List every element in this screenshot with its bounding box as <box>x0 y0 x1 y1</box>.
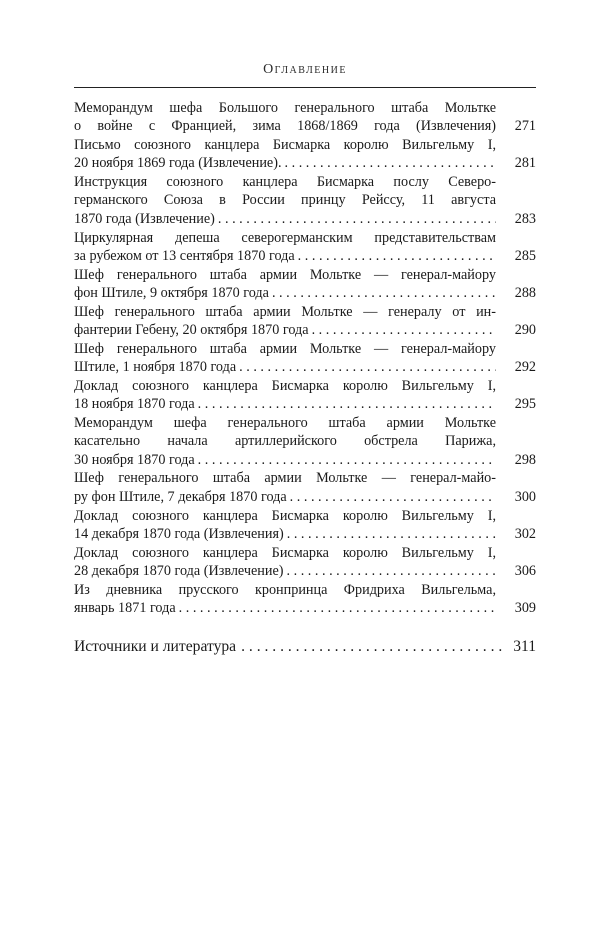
header-rule <box>74 87 536 88</box>
toc-entry <box>74 340 536 377</box>
toc-entry <box>74 229 536 266</box>
toc-page-number: 285 <box>514 247 536 264</box>
toc-entry-last-line <box>74 154 536 172</box>
toc-page-number: 290 <box>514 322 536 339</box>
toc-entry-last-line <box>74 284 536 302</box>
toc-entry-title: Источники и литература <box>74 638 237 655</box>
toc-entry-title-line: Меморандум шефа Большого генерального штаба Мольтке <box>74 100 496 116</box>
toc-entry-last-line <box>74 525 536 543</box>
toc-entry <box>74 136 536 173</box>
toc-entry-title-line: Шеф генерального штаба армии Мольтке — генералу от ин- <box>74 303 496 320</box>
toc-entry-title-line: 20 ноября 1869 года (Извлечение). <box>74 155 282 172</box>
toc-entry-title-line: Шеф генерального штаба армии Мольтке — генерал-майо- <box>74 470 496 487</box>
toc-entry-last-line <box>74 117 536 135</box>
toc-entry-title-line: 28 декабря 1870 года (Извлечение) <box>74 562 284 579</box>
toc-entry-title-line: 14 декабря 1870 года (Извлечения) <box>74 525 284 542</box>
toc-entry-title-line: Доклад союзного канцлера Бисмарка королю Вильгельму I, <box>74 544 496 561</box>
dot-leader <box>195 451 496 469</box>
toc-page-number: 281 <box>514 155 536 172</box>
toc-entry-title-line: Письмо союзного канцлера Бисмарка королю Вильгельму I, <box>74 137 496 154</box>
toc-entry-title-line: Циркулярная депеша северогерманским представительствам <box>74 229 496 246</box>
toc-page-number: 292 <box>514 359 536 376</box>
dot-leader <box>215 210 496 228</box>
toc-entry-title-line: Доклад союзного канцлера Бисмарка королю Вильгельму I, <box>74 507 496 524</box>
toc-entry-last-line <box>74 247 536 265</box>
toc-entry-last-line <box>74 321 536 339</box>
dot-leader <box>295 247 496 265</box>
toc-entry-title-line: за рубежом от 13 сентября 1870 года <box>74 247 295 264</box>
toc-page-number: 311 <box>513 638 536 655</box>
dot-leader <box>287 488 496 506</box>
toc-entry-title-line: касательно начала артиллерийского обстрела Парижа, <box>74 433 496 450</box>
toc-entry <box>74 581 536 618</box>
toc-entry-last-line <box>74 599 536 617</box>
toc-entry-title-line: фантерии Гебену, 20 октября 1870 года <box>74 322 309 339</box>
toc-entry-title-line: Штиле, 1 ноября 1870 года <box>74 359 237 376</box>
toc-entry-title-line: Инструкция союзного канцлера Бисмарка послу Северо- <box>74 174 496 191</box>
toc-entry <box>74 99 536 136</box>
dot-leader <box>236 637 502 657</box>
dot-leader <box>236 358 496 376</box>
toc-entry-title-line: 1870 года (Извлечение) <box>74 210 215 227</box>
toc-entry-title-line: 30 ноября 1870 года <box>74 451 195 468</box>
toc-entry-title-line: 18 ноября 1870 года <box>74 396 195 413</box>
toc-entry-title-line: Шеф генерального штаба армии Мольтке — генерал-майору <box>74 340 496 357</box>
toc-entry-title-line: германского Союза в России принцу Рейссу, 11 августа <box>74 192 496 209</box>
dot-leader <box>269 284 496 302</box>
running-header: Оглавление <box>263 62 347 77</box>
toc-entry-title-line: Из дневника прусского кронпринца Фридриха Вильгельма, <box>74 581 496 598</box>
toc-entry <box>74 507 536 544</box>
dot-leader <box>284 562 497 580</box>
toc-entry <box>74 544 536 581</box>
toc-entry <box>74 173 536 228</box>
toc-entry-sources <box>74 637 536 657</box>
toc-entry-title-line: Доклад союзного канцлера Бисмарка королю Вильгельму I, <box>74 377 496 394</box>
toc-page-number: 298 <box>514 451 536 468</box>
toc-entry <box>74 377 536 414</box>
toc-page-number: 309 <box>514 600 536 617</box>
toc-page-number: 302 <box>514 525 536 542</box>
toc-entry <box>74 414 536 469</box>
toc-page-number: 288 <box>514 284 536 301</box>
toc-page-number: 271 <box>514 118 536 135</box>
dot-leader <box>284 525 496 543</box>
toc-entry-title-line: фон Штиле, 9 октября 1870 года <box>74 284 269 301</box>
dot-leader <box>195 395 496 413</box>
toc-page-number: 306 <box>514 562 536 579</box>
table-of-contents <box>74 99 536 618</box>
toc-page-number: 295 <box>514 396 536 413</box>
toc-entry-title-line: о войне с Францией, зима 1868/1869 года (Извлечения) <box>74 118 496 135</box>
toc-entry-last-line <box>74 358 536 376</box>
dot-leader <box>309 321 496 339</box>
toc-page-number: 300 <box>514 488 536 505</box>
toc-entry <box>74 266 536 303</box>
toc-entry <box>74 469 536 506</box>
toc-entry-last-line <box>74 488 536 506</box>
toc-entry-last-line <box>74 562 536 580</box>
toc-entry-last-line <box>74 210 536 228</box>
dot-leader <box>282 154 497 172</box>
toc-entry-title-line: Меморандум шефа генерального штаба армии Мольтке <box>74 415 496 432</box>
dot-leader <box>176 599 496 617</box>
toc-page-number: 283 <box>514 210 536 227</box>
toc-entry-last-line <box>74 395 536 413</box>
toc-entry <box>74 303 536 340</box>
toc-entry-last-line <box>74 451 536 469</box>
toc-entry-title-line: Шеф генерального штаба армии Мольтке — генерал-майору <box>74 266 496 283</box>
toc-entry-title-line: январь 1871 года <box>74 600 176 617</box>
toc-entry-title-line: ру фон Штиле, 7 декабря 1870 года <box>74 488 287 505</box>
